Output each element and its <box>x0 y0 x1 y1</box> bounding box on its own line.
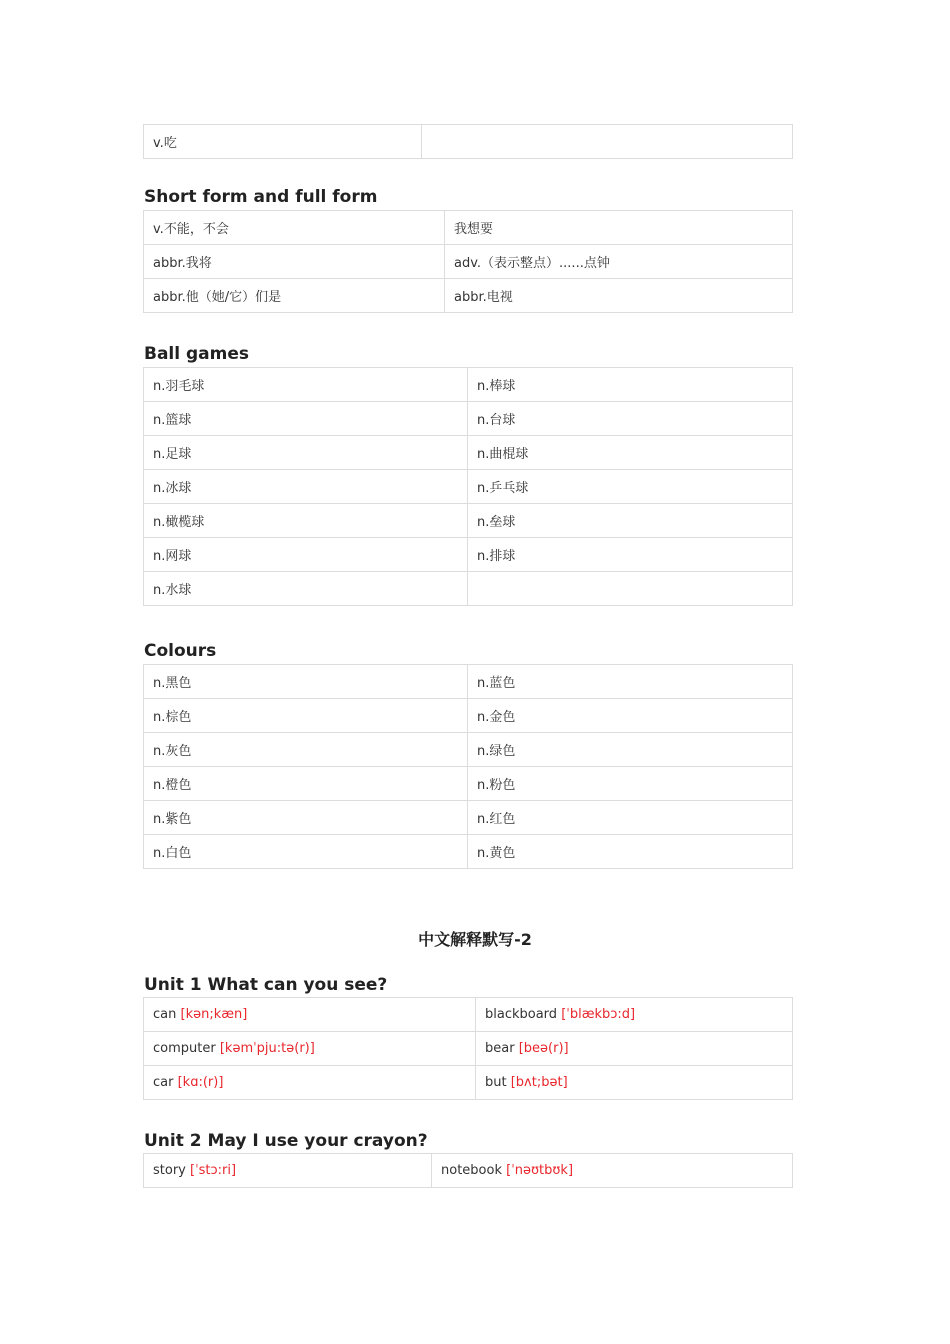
vocab-ipa: [kən;kæn] <box>180 1007 248 1022</box>
vocab-cell <box>476 1032 793 1066</box>
vocab-word: blackboard <box>485 1007 558 1022</box>
vocab-word: story <box>153 1163 186 1178</box>
table-cell: n.蓝色 <box>468 665 793 699</box>
vocab-word: but <box>485 1075 507 1090</box>
table-row <box>144 279 793 313</box>
table-row <box>144 470 793 504</box>
colours-table <box>143 664 793 869</box>
vocab-word: can <box>153 1007 177 1022</box>
table-cell: 我想要 <box>445 211 793 245</box>
table-cell <box>422 125 793 159</box>
table-cell: n.黄色 <box>468 835 793 869</box>
unit-1-table <box>143 997 793 1100</box>
section-heading-unit-1: Unit 1 What can you see? <box>144 975 388 995</box>
table-cell: n.网球 <box>144 538 468 572</box>
unit-1-table-block <box>143 997 792 1100</box>
table-cell: n.曲棍球 <box>468 436 793 470</box>
table-cell: n.红色 <box>468 801 793 835</box>
table-cell: n.白色 <box>144 835 468 869</box>
vocab-cell <box>432 1154 793 1188</box>
table-row <box>144 368 793 402</box>
table-row <box>144 538 793 572</box>
table-cell: n.黑色 <box>144 665 468 699</box>
table-cell: n.粉色 <box>468 767 793 801</box>
table-cell: n.垒球 <box>468 504 793 538</box>
table-cell: n.羽毛球 <box>144 368 468 402</box>
top-table-block <box>143 124 792 159</box>
table-cell: n.棒球 <box>468 368 793 402</box>
table-row <box>144 1066 793 1100</box>
table-cell: n.排球 <box>468 538 793 572</box>
table-cell: n.橙色 <box>144 767 468 801</box>
table-cell: adv.（表示整点）......点钟 <box>445 245 793 279</box>
short-form-table <box>143 210 793 313</box>
table-cell: v.吃 <box>144 125 422 159</box>
table-cell: n.金色 <box>468 699 793 733</box>
table-row <box>144 835 793 869</box>
table-cell: n.橄榄球 <box>144 504 468 538</box>
table-cell: n.水球 <box>144 572 468 606</box>
table-row <box>144 767 793 801</box>
table-cell: n.棕色 <box>144 699 468 733</box>
vocab-cell <box>476 1066 793 1100</box>
unit-2-table-block <box>143 1153 792 1188</box>
vocab-ipa: [ˈstɔ:ri] <box>190 1163 237 1178</box>
vocab-word: computer <box>153 1041 216 1056</box>
table-row <box>144 733 793 767</box>
table-cell: n.台球 <box>468 402 793 436</box>
table-row <box>144 1032 793 1066</box>
table-row <box>144 665 793 699</box>
section-heading-ball-games: Ball games <box>144 344 250 364</box>
table-cell: abbr.他（她/它）们是 <box>144 279 445 313</box>
colours-table-block <box>143 664 792 869</box>
table-row <box>144 572 793 606</box>
vocab-word: car <box>153 1075 174 1090</box>
top-table <box>143 124 793 159</box>
table-row <box>144 211 793 245</box>
page-title: 中文解释默写-2 <box>418 930 532 949</box>
vocab-ipa: [kɑ:(r)] <box>177 1075 224 1090</box>
table-row <box>144 402 793 436</box>
table-cell: n.紫色 <box>144 801 468 835</box>
table-cell: n.篮球 <box>144 402 468 436</box>
table-cell: n.足球 <box>144 436 468 470</box>
table-cell: n.灰色 <box>144 733 468 767</box>
vocab-cell <box>476 998 793 1032</box>
vocab-ipa: [bʌt;bət] <box>510 1075 568 1090</box>
table-cell: v.不能，不会 <box>144 211 445 245</box>
vocab-cell <box>144 1032 476 1066</box>
vocab-cell <box>144 998 476 1032</box>
vocab-ipa: [beə(r)] <box>518 1041 569 1056</box>
vocab-ipa: [ˈnəʊtbʊk] <box>506 1163 574 1178</box>
vocab-cell <box>144 1154 432 1188</box>
table-cell: n.绿色 <box>468 733 793 767</box>
section-heading-colours: Colours <box>144 641 217 661</box>
short-form-table-block <box>143 210 792 313</box>
vocab-ipa: [kəmˈpju:tə(r)] <box>219 1041 315 1056</box>
section-heading-unit-2: Unit 2 May I use your crayon? <box>144 1131 428 1151</box>
table-row <box>144 1154 793 1188</box>
table-row <box>144 125 793 159</box>
table-cell <box>468 572 793 606</box>
table-row <box>144 699 793 733</box>
vocab-word: notebook <box>441 1163 502 1178</box>
vocab-ipa: [ˈblækbɔ:d] <box>561 1007 636 1022</box>
table-row <box>144 436 793 470</box>
table-cell: n.乒乓球 <box>468 470 793 504</box>
table-row <box>144 245 793 279</box>
table-row <box>144 504 793 538</box>
unit-2-table <box>143 1153 793 1188</box>
vocab-word: bear <box>485 1041 515 1056</box>
vocab-cell <box>144 1066 476 1100</box>
table-cell: abbr.电视 <box>445 279 793 313</box>
table-cell: n.冰球 <box>144 470 468 504</box>
section-heading-short-form: Short form and full form <box>144 187 378 207</box>
table-row <box>144 998 793 1032</box>
ball-games-table-block <box>143 367 792 606</box>
table-cell: abbr.我将 <box>144 245 445 279</box>
table-row <box>144 801 793 835</box>
ball-games-table <box>143 367 793 606</box>
